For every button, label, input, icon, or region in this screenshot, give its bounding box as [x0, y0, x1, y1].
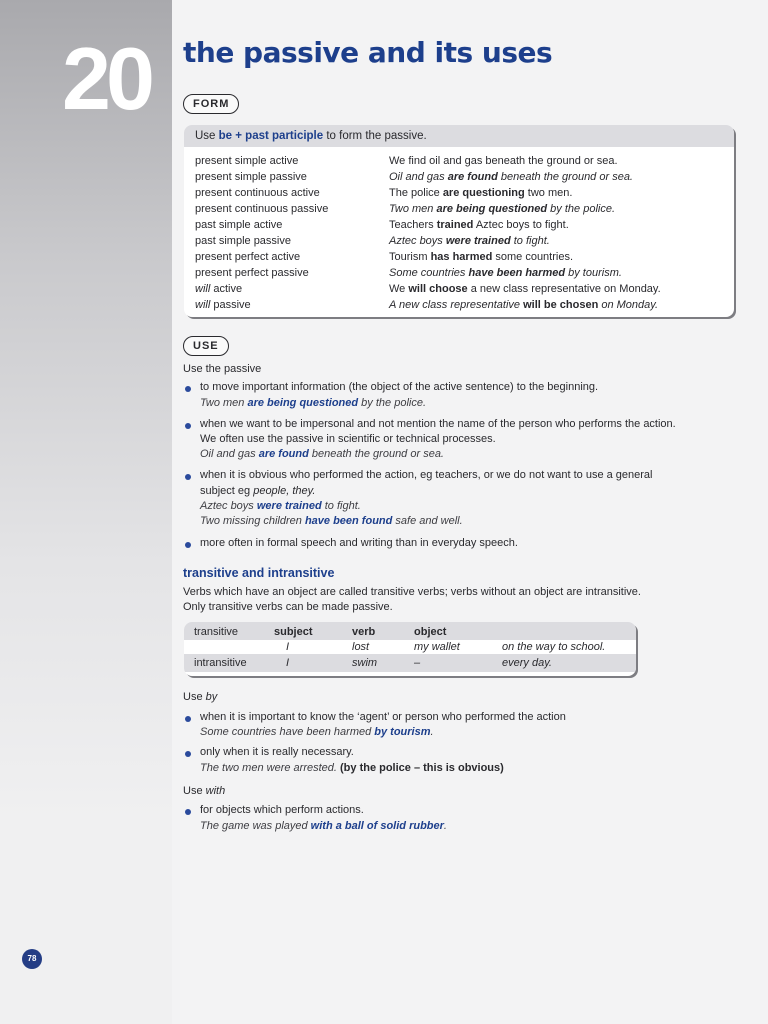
use-by-bullet-2: only when it is really necessary.: [200, 746, 354, 758]
use-bullet-1: to move important information (the object of the active sentence) to the beginning.: [200, 381, 599, 393]
form-box: [184, 125, 734, 317]
use-by-bullet-1: when it is important to know the ‘agent’ or person who performed the action: [200, 711, 566, 723]
form-row-name: will active: [195, 283, 243, 295]
bullet-dot: [185, 542, 191, 548]
form-row-name: present continuous active: [195, 187, 320, 199]
form-row-name: present perfect passive: [195, 267, 309, 279]
table-label-intransitive: intransitive: [194, 657, 247, 669]
table-r2-subject: I: [286, 657, 290, 669]
table-r1-verb: lost: [352, 641, 370, 653]
form-rows: [195, 153, 728, 313]
form-tag: FORM: [183, 94, 239, 114]
table-header-verb: verb: [352, 626, 376, 638]
transitive-line-1: Verbs which have an object are called transitive verbs; verbs without an object are intransitive.: [183, 586, 641, 598]
form-row: [195, 297, 728, 313]
form-row: [195, 249, 728, 265]
transitive-line-2: Only transitive verbs can be made passive.: [183, 601, 393, 613]
form-intro-pre: Use: [195, 130, 219, 142]
form-row-name: will passive: [195, 299, 251, 311]
form-row-example: The police are questioning two men.: [389, 187, 573, 199]
use-by-bullet-2-example: The two men were arrested. (by the police – this is obvious): [200, 762, 504, 774]
form-row-name: past simple active: [195, 219, 283, 231]
table-r1-extra: on the way to school.: [502, 641, 606, 653]
form-row: [195, 217, 728, 233]
form-row-example: Some countries have been harmed by tourism.: [389, 267, 622, 279]
use-bullet-3-example-1: Aztec boys were trained to fight.: [200, 500, 361, 512]
use-bullet-1-example: Two men are being questioned by the police.: [200, 397, 426, 409]
use-bullet-2-example: Oil and gas are found beneath the ground or sea.: [200, 448, 444, 460]
use-by-heading: Use by: [183, 691, 218, 703]
bullet-dot: [185, 751, 191, 757]
use-intro: Use the passive: [183, 363, 262, 375]
form-row: [195, 233, 728, 249]
form-row-example: Two men are being questioned by the police.: [389, 203, 615, 215]
form-intro-bold: be + past participle: [218, 130, 324, 142]
use-with-bullet-1-example: The game was played with a ball of solid rubber.: [200, 820, 447, 832]
form-row-example: Tourism has harmed some countries.: [389, 251, 574, 263]
form-row-example: We will choose a new class representative on Monday.: [389, 283, 661, 295]
table-label-transitive: transitive: [194, 626, 239, 638]
left-margin-band: [0, 0, 172, 1024]
form-row: [195, 153, 728, 169]
form-row-example: A new class representative will be chosen on Monday.: [389, 299, 659, 311]
use-bullet-2-line-1: when we want to be impersonal and not mention the name of the person who performs the action.: [200, 418, 676, 430]
use-tag: USE: [183, 336, 229, 356]
use-with-heading: Use with: [183, 785, 226, 797]
bullet-dot: [185, 809, 191, 815]
form-row-name: past simple passive: [195, 235, 291, 247]
use-bullet-2-line-2: We often use the passive in scientific or technical processes.: [200, 433, 496, 445]
use-by-bullet-1-example: Some countries have been harmed by tourism.: [200, 726, 434, 738]
table-r2-verb: swim: [352, 657, 378, 669]
table-r2-extra: every day.: [502, 657, 552, 669]
form-row-name: present simple passive: [195, 171, 307, 183]
page-number: 78: [22, 949, 42, 969]
form-box-header: [184, 125, 734, 147]
page-title: the passive and its uses: [183, 36, 553, 69]
table-r2-object: –: [414, 657, 421, 669]
form-row-example: We find oil and gas beneath the ground or sea.: [389, 155, 618, 167]
table-r1-subject: I: [286, 641, 290, 653]
bullet-dot: [185, 716, 191, 722]
form-row-name: present continuous passive: [195, 203, 329, 215]
table-header-subject: subject: [274, 626, 313, 638]
use-bullet-4: more often in formal speech and writing than in everyday speech.: [200, 537, 518, 549]
form-row-example: Oil and gas are found beneath the ground or sea.: [389, 171, 633, 183]
form-row-example: Teachers trained Aztec boys to fight.: [389, 219, 569, 231]
bullet-dot: [185, 474, 191, 480]
table-band-top: [184, 622, 636, 640]
unit-number: 20: [62, 29, 150, 128]
use-with-bullet-1: for objects which perform actions.: [200, 804, 364, 816]
transitive-table: [184, 622, 636, 676]
table-header-object: object: [414, 626, 447, 638]
bullet-dot: [185, 423, 191, 429]
use-bullet-3-line-1: when it is obvious who performed the action, eg teachers, or we do not want to use a general: [200, 469, 653, 481]
use-bullet-3-example-2: Two missing children have been found safe and well.: [200, 515, 463, 527]
form-row: [195, 265, 728, 281]
form-row: [195, 281, 728, 297]
table-band-bottom: [184, 654, 636, 672]
bullet-dot: [185, 386, 191, 392]
form-row-example: Aztec boys were trained to fight.: [389, 235, 550, 247]
form-row: [195, 201, 728, 217]
use-bullet-3-line-2: subject eg people, they.: [200, 485, 316, 497]
table-r1-object: my wallet: [414, 641, 460, 653]
form-intro-post: to form the passive.: [323, 130, 427, 142]
form-row-name: present perfect active: [195, 251, 301, 263]
form-row-name: present simple active: [195, 155, 299, 167]
form-row: [195, 169, 728, 185]
transitive-heading: transitive and intransitive: [183, 566, 335, 580]
form-row: [195, 185, 728, 201]
